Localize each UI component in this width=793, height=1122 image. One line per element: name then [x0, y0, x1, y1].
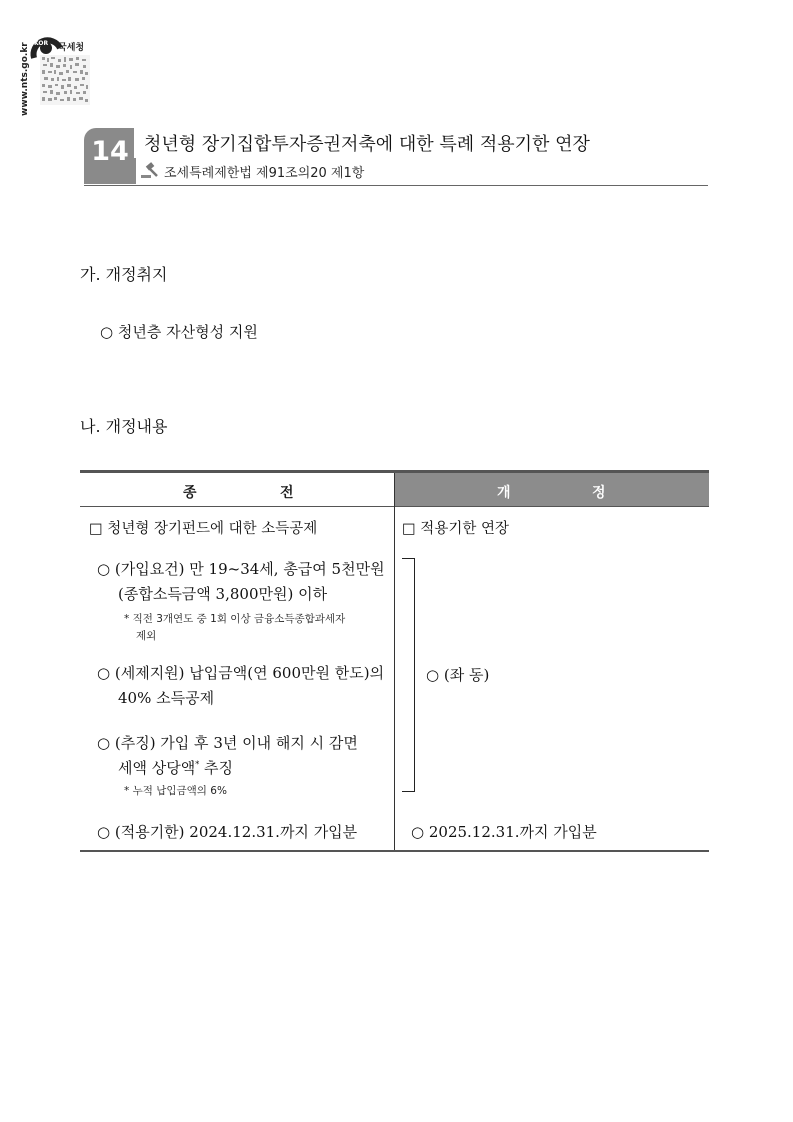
after-item-title: □ 적용기한 연장: [402, 521, 509, 537]
collection-text: 세액 상당액: [118, 759, 196, 777]
header-after-char1: 개: [497, 485, 511, 501]
qr-code-icon: [40, 55, 90, 105]
header-after-char2: 정: [592, 485, 606, 501]
section-a-heading: 가. 개정취지: [80, 265, 168, 284]
after-period: ○ 2025.12.31.까지 가입분: [411, 823, 597, 841]
header-before-char2: 전: [280, 485, 294, 501]
before-collection-line2: [118, 757, 233, 778]
site-url: www.nts.go.kr: [20, 42, 30, 116]
section-a-bullet: ○ 청년층 자산형성 지원: [100, 323, 258, 341]
before-requirement-note1: * 직전 3개연도 중 1회 이상 금융소득종합과세자: [124, 613, 346, 625]
before-collection-note: * 누적 납입금액의 6%: [124, 785, 227, 797]
section-b-heading: 나. 개정내용: [80, 417, 168, 436]
collection-footnote-mark: *: [195, 760, 200, 769]
before-period: ○ (적용기한) 2024.12.31.까지 가입분: [97, 823, 358, 841]
before-tax-support-line1: ○ (세제지원) 납입금액(연 600만원 한도)의: [97, 664, 385, 682]
before-requirement-line1: ○ (가입요건) 만 19~34세, 총급여 5천만원: [97, 560, 385, 578]
before-tax-support-line2: 40% 소득공제: [118, 689, 215, 707]
section-number-box: [84, 128, 136, 184]
table-column-divider: [394, 473, 395, 851]
before-requirement-line2: (종합소득금액 3,800만원) 이하: [118, 585, 328, 603]
page-title: 청년형 장기집합투자증권저축에 대한 특례 적용기한 연장: [144, 134, 590, 155]
before-requirement-note2: 제외: [136, 630, 157, 642]
title-tab-cutout: [134, 128, 142, 158]
section-number: 14: [91, 136, 129, 167]
collection-text-tail: 추징: [199, 759, 233, 777]
title-divider: [84, 185, 708, 186]
after-same-as-left: ○ (좌 동): [426, 666, 490, 684]
before-collection-line1: ○ (추징) 가입 후 3년 이내 해지 시 감면: [97, 734, 358, 752]
logo-badge: KOR: [34, 40, 49, 47]
same-as-left-bracket: [402, 558, 415, 792]
header-before-char1: 종: [183, 485, 197, 501]
gavel-icon: [141, 161, 159, 179]
table-header-after: [395, 473, 709, 507]
table-header-before: [80, 473, 394, 507]
before-item-title: □ 청년형 장기펀드에 대한 소득공제: [89, 521, 318, 537]
table-bottom-rule: [80, 850, 709, 852]
legal-reference: 조세특례제한법 제91조의20 제1항: [164, 166, 365, 181]
agency-name: 국세청: [58, 43, 85, 53]
